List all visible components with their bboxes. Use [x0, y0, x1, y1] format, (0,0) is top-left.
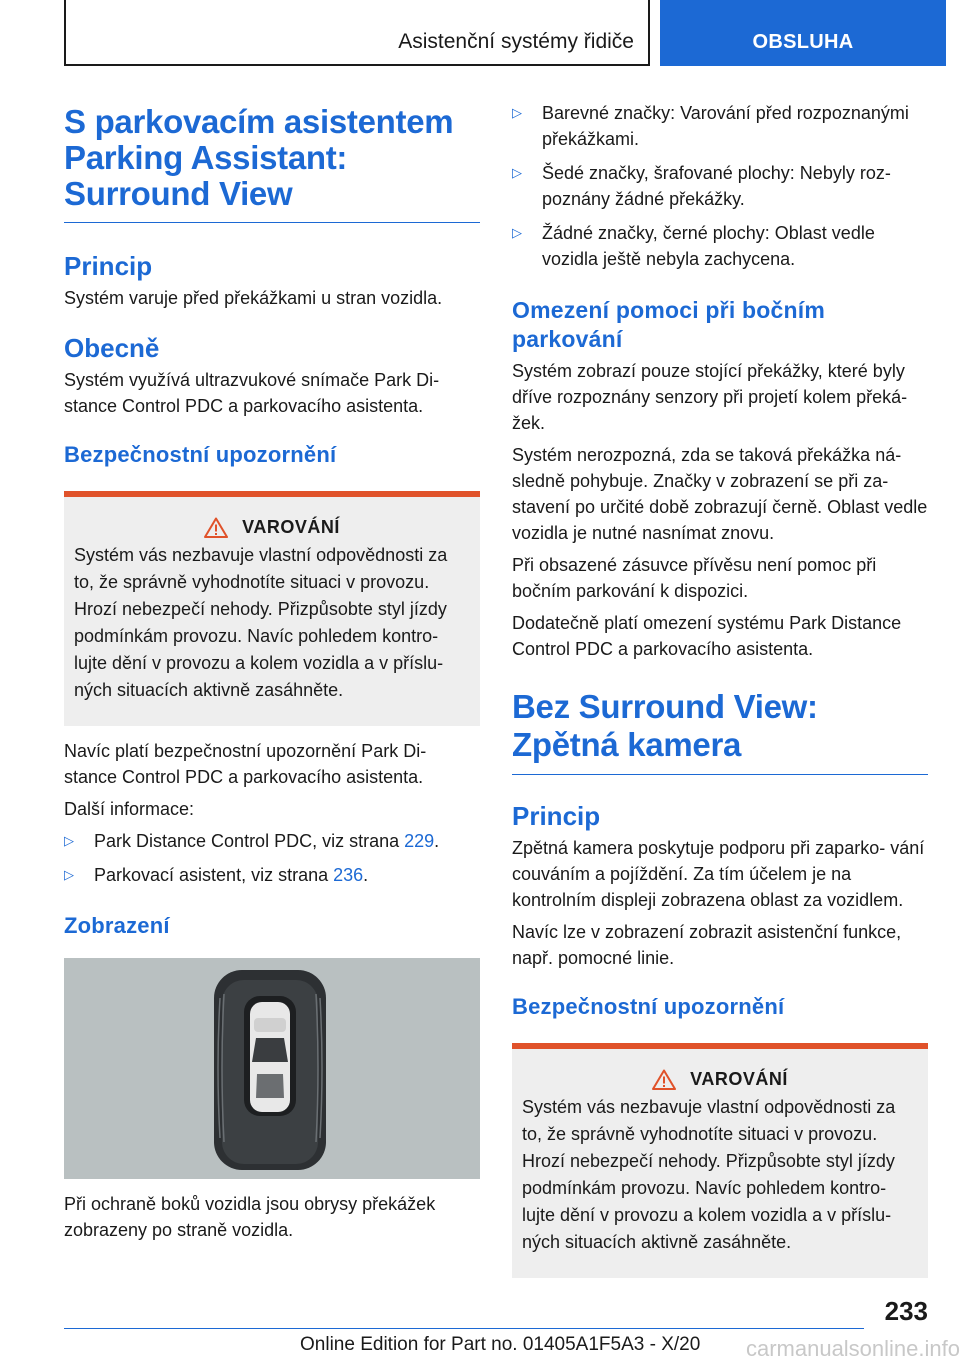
edition-line: Online Edition for Part no. 01405A1F5A3 - X/20: [300, 1334, 701, 1355]
triangle-bullet-icon: ▷: [512, 225, 522, 240]
page-title-line-1: S parkovacím asistentem: [64, 103, 454, 140]
image-caption: Při ochraně boků vozidla jsou obrysy překážek zobrazeny po straně vozidla.: [64, 1194, 436, 1240]
reference-list: [64, 828, 480, 888]
also-text: Navíc platí bezpečnostní upozornění Park Di‐ stance Control PDC a parkovacího asistenta.: [64, 741, 427, 787]
page-title-line-3: Surround View: [64, 175, 293, 212]
camera-principle-text: Navíc lze v zobrazení zobrazit asistenční funkce, např. pomocné linie.: [512, 922, 902, 968]
footer-rule: [64, 1328, 864, 1329]
triangle-bullet-icon: ▷: [512, 105, 522, 120]
surround-view-graphic: [64, 958, 480, 1179]
warning-text: Systém vás nezbavuje vlastní odpovědnosti za to, že správně vyhodnotíte situaci v provozu. Hrozí nebezpečí nehody. Přizpůsobte styl jízdy podmínkám provozu. Navíc pohledem kontro‐ lujte dění v provozu a kolem vozidla a v příslu‐ ných situacích aktivně zasáhněte.: [522, 1097, 896, 1252]
camera-principle-heading: Princip: [512, 801, 601, 831]
display-heading: Zobrazení: [64, 913, 170, 938]
safety-heading: Bezpečnostní upozornění: [64, 442, 337, 467]
reference-item: ▷ Park Distance Control PDC, viz strana 229.: [64, 828, 480, 854]
general-heading: Obecně: [64, 333, 160, 363]
principle-heading: Princip: [64, 251, 153, 281]
warning-box: [64, 491, 480, 726]
limits-paragraph: Systém nerozpozná, zda se taková překážka ná‐ sledně pohybuje. Značky v zobrazení se při za‐ stavení po určité době zobrazují černě. Oblast vedle vozidla je nutné nasnímat znovu.: [512, 445, 928, 543]
warning-title: VAROVÁNÍ: [690, 1069, 788, 1089]
limits-paragraph: Při obsazené zásuvce přívěsu není pomoc při bočním parkování k dispozici.: [512, 555, 877, 601]
warning-triangle-icon: [204, 517, 228, 538]
general-text: Systém využívá ultrazvukové snímače Park Di‐ stance Control PDC a parkovacího asistenta.: [64, 370, 440, 416]
camera-safety-heading: Bezpečnostní upozornění: [512, 994, 785, 1019]
page-title-line-2: Parking Assistant:: [64, 139, 348, 176]
triangle-bullet-icon: ▷: [64, 833, 74, 848]
limits-paragraph: Dodatečně platí omezení systému Park Distance Control PDC a parkovacího asistenta.: [512, 613, 902, 659]
warning-triangle-icon: [652, 1069, 676, 1090]
limits-heading: Omezení pomoci při bočním parkování: [512, 297, 825, 352]
camera-warning-box: [512, 1043, 928, 1278]
camera-title-rule: [512, 774, 928, 775]
camera-principle-text: Zpětná kamera poskytuje podporu při zaparko‐ vání couváním a pojíždění. Za tím účelem je na kontrolním displeji zobrazena oblast za vozidlem.: [512, 838, 925, 910]
legend-item: ▷ Barevné značky: Varování před rozpoznanými překážkami.: [512, 100, 928, 152]
surround-view-illustration: [64, 958, 480, 1179]
page-number: 233: [884, 1296, 928, 1326]
page-link[interactable]: 236: [333, 865, 364, 885]
triangle-bullet-icon: ▷: [512, 165, 522, 180]
chapter-tab[interactable]: OBSLUHA: [660, 0, 946, 66]
triangle-bullet-icon: ▷: [64, 867, 74, 882]
warning-header: [74, 517, 470, 538]
legend-item: ▷ Žádné značky, černé plochy: Oblast vedle vozidla ještě nebyla zachycena.: [512, 220, 928, 272]
section-title: Asistenční systémy řidiče: [398, 30, 634, 53]
header-box: [64, 0, 650, 66]
legend-item: ▷ Šedé značky, šrafované plochy: Nebyly roz‐ poznány žádné překážky.: [512, 160, 928, 212]
limits-paragraph: Systém zobrazí pouze stojící překážky, které byly dříve rozpoznány senzory při projetí kolem překá‐ žek.: [512, 361, 908, 433]
page-title: [64, 104, 480, 212]
warning-text: Systém vás nezbavuje vlastní odpovědnosti za to, že správně vyhodnotíte situaci v provozu. Hrozí nebezpečí nehody. Přizpůsobte styl jízdy podmínkám provozu. Navíc pohledem kontro‐ lujte dění v provozu a kolem vozidla a v příslu‐ ných situacích aktivně zasáhněte.: [74, 545, 448, 700]
page-link[interactable]: 229: [404, 831, 435, 851]
watermark: carmanualsonline.info: [745, 1336, 960, 1361]
principle-text: Systém varuje před překážkami u stran vozidla.: [64, 288, 443, 308]
title-rule: [64, 222, 480, 223]
left-column: [64, 100, 480, 1243]
more-info-label: Další informace:: [64, 799, 195, 819]
right-column: [512, 100, 928, 1278]
warning-header: [522, 1069, 918, 1090]
camera-title: Bez Surround View: Zpětná kamera: [512, 688, 818, 763]
warning-title: VAROVÁNÍ: [242, 517, 340, 537]
reference-item: ▷ Parkovací asistent, viz strana 236.: [64, 862, 480, 888]
marker-legend-list: [512, 100, 928, 272]
